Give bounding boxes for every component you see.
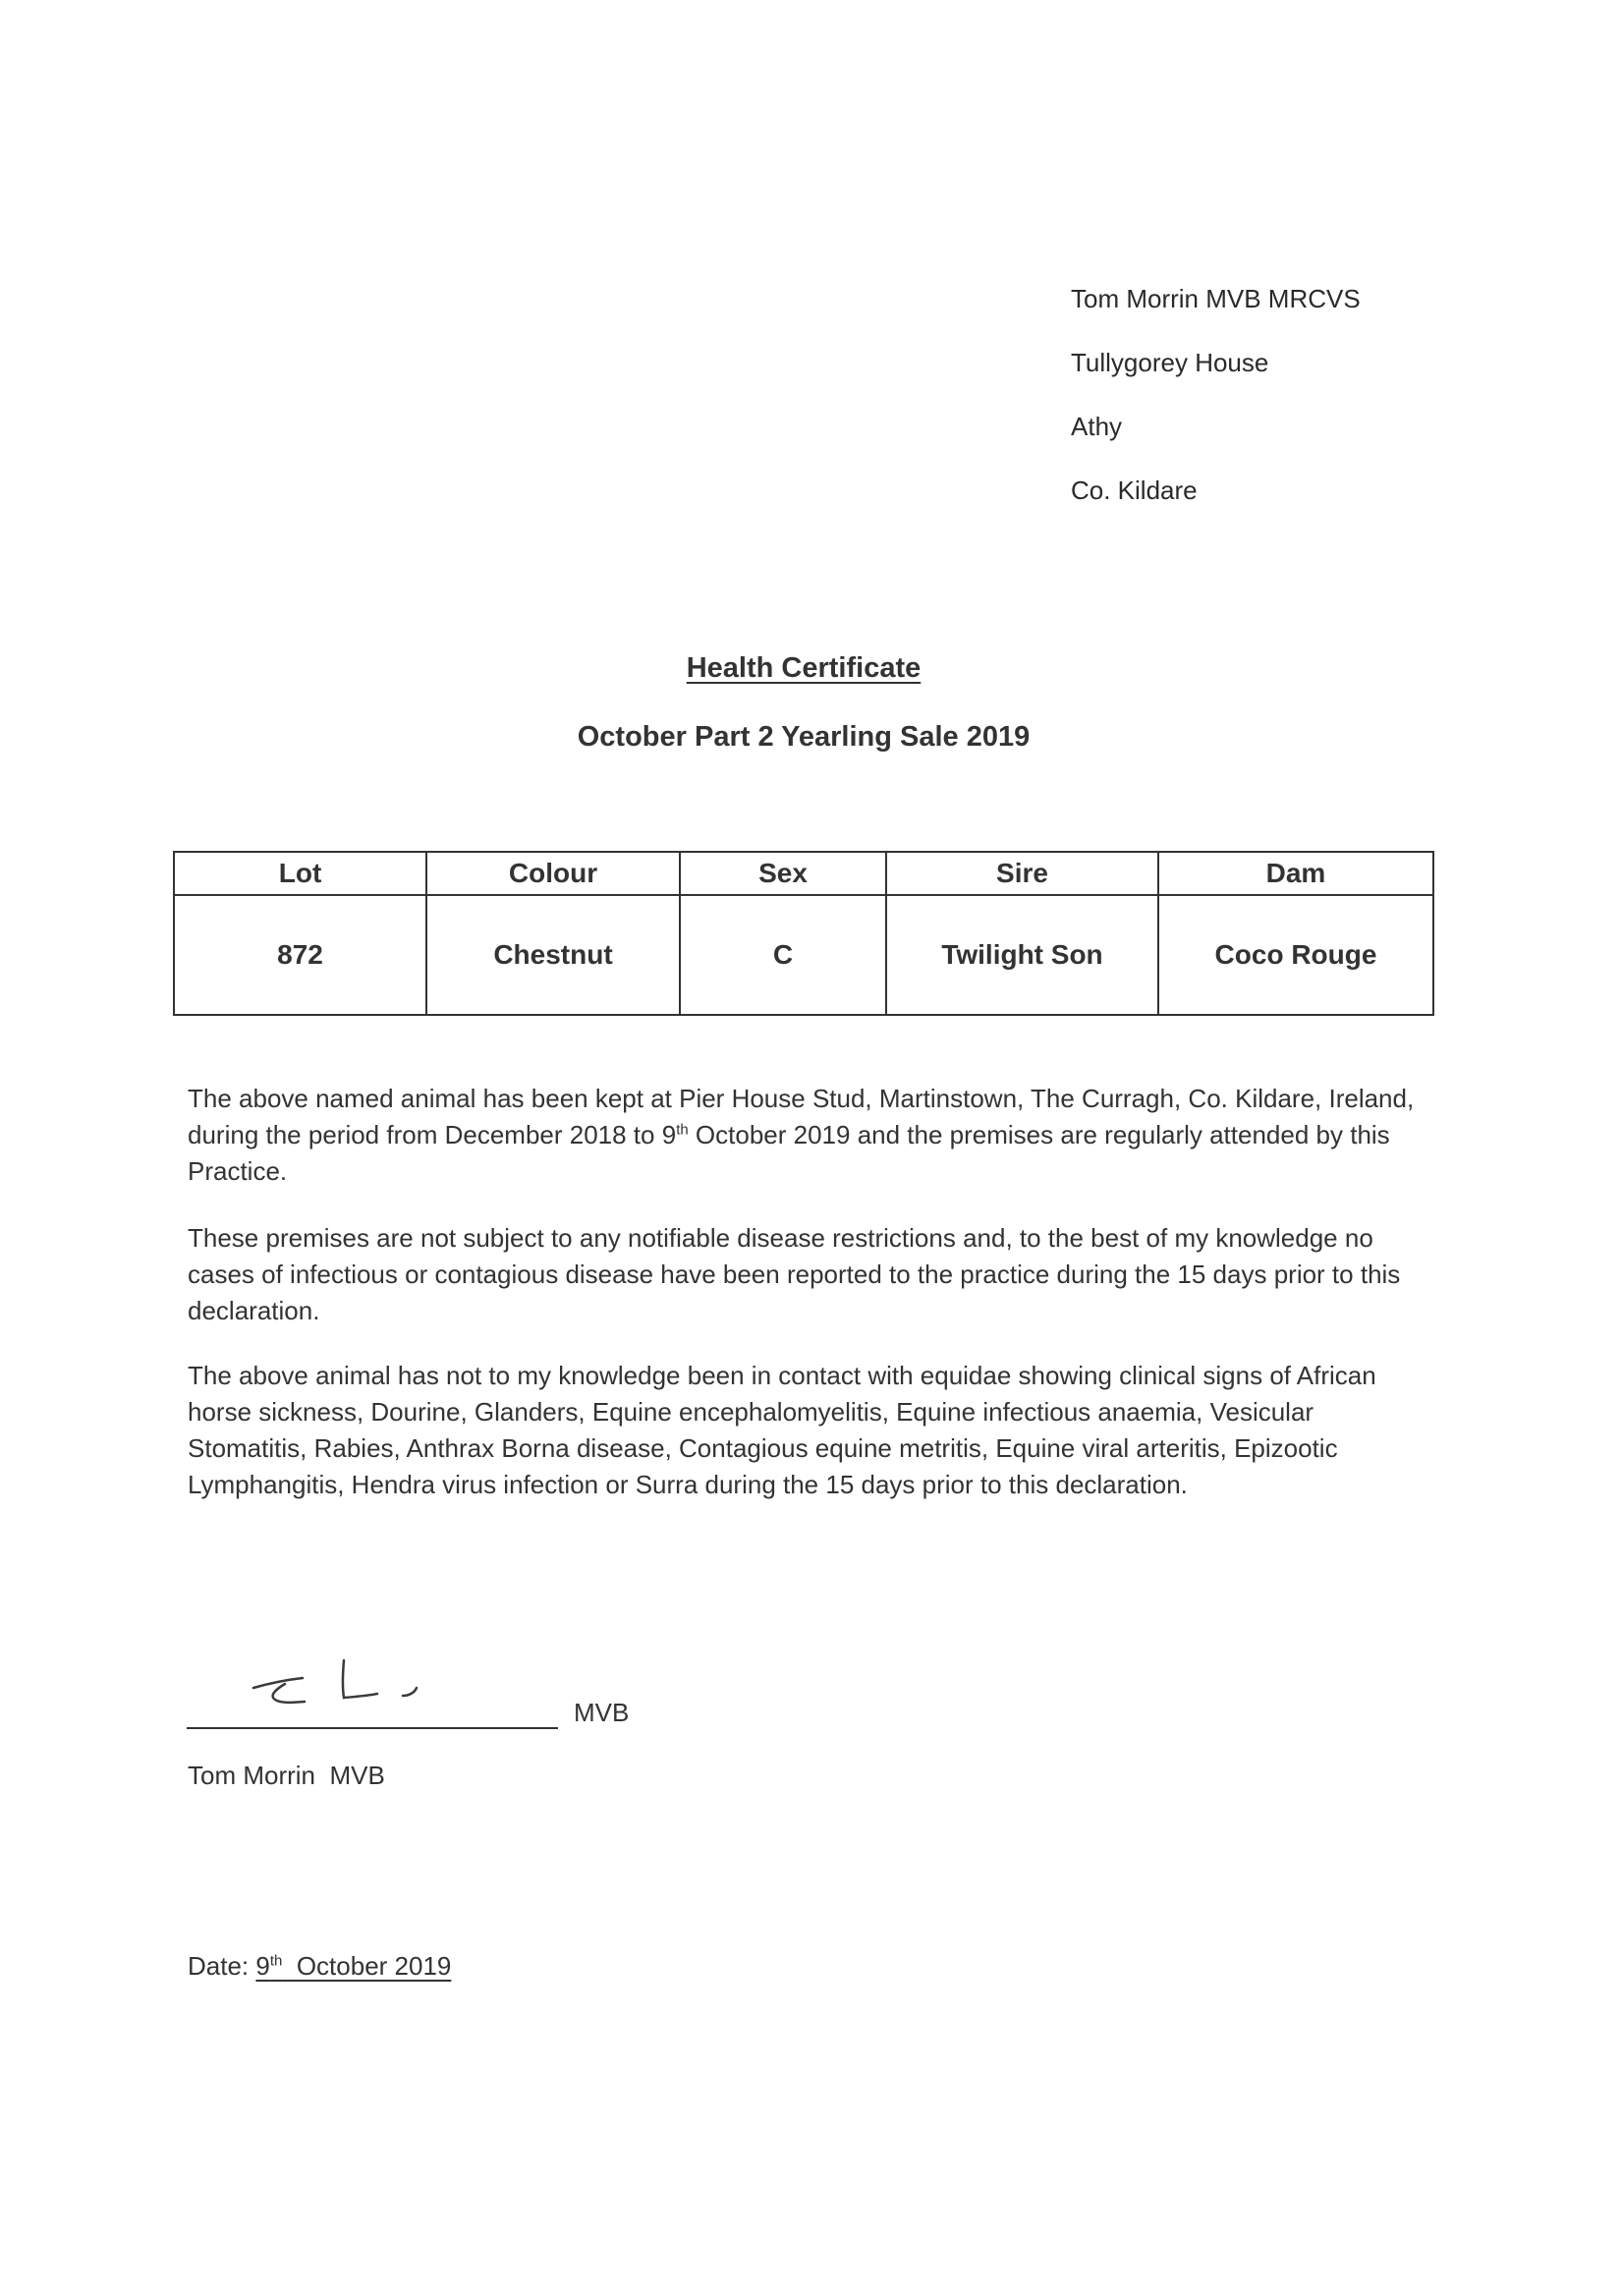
paragraph-restrictions: These premises are not subject to any notifiable disease restrictions and, to the best of my knowledge no cases of infectious or contagious disease have been reported to the practice during the 15 days prior to this declaration. xyxy=(188,1223,1401,1325)
paragraph-premises-text-end: October 2019 and the premises are regularly attended by this Practice. xyxy=(188,1120,1390,1186)
date-day: 9 xyxy=(255,1951,270,1981)
header-dam: Dam xyxy=(1158,852,1433,895)
header-lot: Lot xyxy=(174,852,426,895)
table-row xyxy=(174,895,1433,1015)
address-line-1: Tullygorey House xyxy=(1071,348,1269,377)
date-value xyxy=(255,1951,451,1981)
sender-name: Tom Morrin MVB MRCVS xyxy=(1071,284,1361,313)
sender-address xyxy=(1071,267,1361,523)
paragraph-premises-text: The above named animal has been kept at Pier House Stud, Martinstown, The Curragh, Co. Kildare, Ireland, during the period from December 2018 to 9 xyxy=(188,1084,1415,1149)
signer-name: Tom Morrin MVB xyxy=(188,1761,385,1790)
table-header-row xyxy=(174,852,1433,895)
cell-lot: 872 xyxy=(174,895,426,1015)
header-sire: Sire xyxy=(886,852,1158,895)
signature-suffix: MVB xyxy=(574,1698,630,1727)
address-line-2: Athy xyxy=(1071,412,1123,441)
date-line xyxy=(188,1951,451,1982)
paragraph-contact: The above animal has not to my knowledge been in contact with equidae showing clinical signs of African horse sickness, Dourine, Glanders, Equine encephalomyelitis, Equine infectious anaemia, Vesicular Stomatitis, Rabies, Anthrax Borna disease, Contagious equine metritis, Equine viral arteritis, Epizootic Lymphangitis, Hendra virus infection or Surra during the 15 days prior to this declaration. xyxy=(188,1361,1376,1499)
header-sex: Sex xyxy=(680,852,886,895)
handwritten-signature xyxy=(246,1651,462,1727)
date-label: Date: xyxy=(188,1951,250,1981)
header-colour: Colour xyxy=(426,852,680,895)
date-ordinal: th xyxy=(269,1952,283,1970)
cell-colour: Chestnut xyxy=(426,895,680,1015)
address-line-3: Co. Kildare xyxy=(1071,476,1198,505)
cell-dam: Coco Rouge xyxy=(1158,895,1433,1015)
signature-line xyxy=(187,1727,558,1729)
lot-details-table xyxy=(173,851,1434,1016)
cell-sex: C xyxy=(680,895,886,1015)
document-subtitle: October Part 2 Yearling Sale 2019 xyxy=(577,721,1031,753)
paragraph-premises xyxy=(188,1081,1435,1190)
document-title: Health Certificate xyxy=(686,652,922,684)
cell-sire: Twilight Son xyxy=(886,895,1158,1015)
date-month-year: October 2019 xyxy=(282,1951,452,1981)
paragraph-premises-ordinal: th xyxy=(676,1121,689,1139)
signature-block xyxy=(187,1651,560,1729)
